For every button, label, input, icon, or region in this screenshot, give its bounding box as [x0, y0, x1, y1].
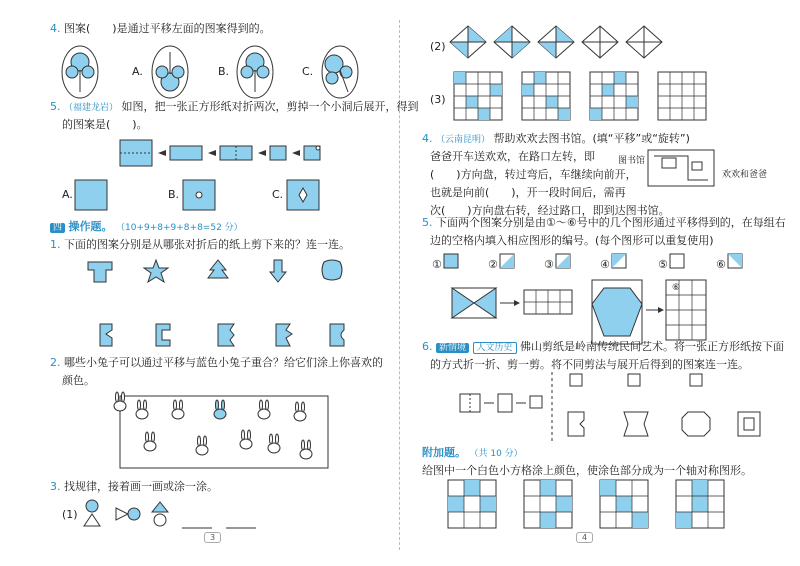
q6-right [422, 340, 784, 355]
question-text: 帮助欢欢去图书馆。(填“平移”或“旋转”) [493, 132, 690, 145]
paper-cut-figure [460, 372, 760, 442]
extra-question-header [422, 446, 523, 461]
extra-grid-1[interactable] [448, 480, 496, 528]
option-b-label: B. [218, 65, 230, 78]
question-text-2: 颜色。 [62, 374, 95, 387]
option-b-label: B. [168, 188, 180, 201]
road-map-figure [648, 150, 718, 190]
option-c-label: C. [302, 65, 314, 78]
flower-c [322, 46, 358, 98]
question-text: 图案( )是通过平移左面的图案得到的。 [64, 22, 271, 35]
shape-label-4: ④ [600, 258, 610, 271]
shape-label-1: ① [432, 258, 442, 271]
pattern-2-figure [450, 26, 780, 62]
extra-title: 附加题。 [422, 446, 466, 459]
extra-score: （共 10 分） [469, 449, 523, 459]
extra-grid-4[interactable] [676, 480, 724, 528]
section-4-header [50, 220, 243, 235]
q-number: 3. [50, 480, 61, 493]
context-tag: 新情境 [436, 343, 469, 353]
diamond-1 [450, 26, 486, 58]
q2-left [50, 356, 383, 370]
question-text: 下面的图案分别是从哪张对折后的纸上剪下来的？连一连。 [64, 238, 350, 251]
page-number: 3 [204, 532, 221, 543]
extra-question-text: 给图中一个白色小方格涂上颜色，使涂色部分成为一个轴对称图形。 [422, 464, 752, 477]
question-text: 哪些小兔子可以通过平移与蓝色小兔子重合？给它们涂上你喜欢的 [64, 356, 383, 369]
option-c-label: C. [272, 188, 284, 201]
q-number: 1. [50, 238, 61, 251]
rabbit-icon [114, 392, 126, 411]
q-number: 4. [50, 22, 61, 35]
pattern-3-figure [454, 72, 784, 124]
question-text-2: 的图案是( )。 [62, 118, 148, 131]
q-number: 2. [50, 356, 61, 369]
extra-grids-figure [448, 480, 778, 530]
flower-a [152, 46, 188, 98]
diamond-5 [626, 26, 662, 58]
question-text: 佛山剪纸是岭南传统民间艺术。将一张正方形纸按下面 [520, 340, 785, 353]
sub-question-label: (1) [62, 508, 78, 521]
right-page [400, 0, 800, 566]
extra-grid-2[interactable] [524, 480, 572, 528]
rabbits-box [120, 396, 330, 470]
section-title: 操作题。 [68, 220, 113, 233]
extra-grid-3[interactable] [600, 480, 648, 528]
fold-steps-figure [120, 140, 330, 168]
question-text: 下面两个图案分别是由①～⑥号中的几个图形通过平移得到的，在每组右 [436, 216, 786, 229]
pattern-1-figure [84, 500, 284, 530]
diamond-3 [538, 26, 574, 58]
section-badge: 四 [50, 223, 65, 233]
shape-label-6: ⑥ [716, 258, 726, 271]
q5-left [50, 100, 419, 115]
source-tag: （云南昆明） [436, 135, 491, 145]
question-text: 找规律，接着画一画或涂一涂。 [64, 480, 218, 493]
filled-answer: ⑥ [672, 283, 681, 293]
history-tag: 人文历史 [473, 342, 517, 354]
q5-right [422, 216, 786, 230]
section-score: （10+9+8+9+8+8=52 分） [116, 223, 243, 233]
flower-original [62, 46, 98, 98]
option-a-label: A. [132, 65, 143, 78]
question-text: 如图，把一张正方形纸对折两次，剪掉一个小洞后展开，得到 [121, 100, 419, 113]
question-text-2: 的方式折一折、剪一剪。将不同剪法与展开后得到的图案连一连。 [430, 358, 749, 371]
folded-papers-row [100, 324, 360, 348]
option-a-label: A. [62, 188, 73, 201]
q1-left [50, 238, 350, 252]
q-number: 5. [422, 216, 433, 229]
q-number: 6. [422, 340, 433, 353]
source-tag: （福建龙岩） [64, 103, 119, 113]
q4-left [50, 22, 271, 36]
page-number: 4 [576, 532, 593, 543]
diamond-2 [494, 26, 530, 58]
q-number: 5. [50, 100, 61, 113]
q4-line-1: 爸爸开车送欢欢，在路口左转，即 [430, 150, 595, 163]
q4-line-2: ( )方向盘，转过弯后，车继续向前开， [430, 168, 637, 181]
cut-shapes-row [88, 258, 358, 284]
q4-right [422, 132, 690, 147]
q5-options-figure [75, 180, 375, 212]
sub-question-label: (2) [430, 40, 446, 53]
sub-question-label: (3) [430, 93, 446, 106]
shape-label-5: ⑤ [658, 258, 668, 271]
q-number: 4. [422, 132, 433, 145]
flower-b [237, 46, 273, 98]
people-label: 欢欢和爸爸 [722, 170, 768, 180]
diamond-4 [582, 26, 618, 58]
q3-left [50, 480, 218, 494]
shape-label-3: ③ [544, 258, 554, 271]
q4-line-3: 也就是向前( )，开一段时间后，需再 [430, 186, 626, 199]
shape-label-2: ② [488, 258, 498, 271]
question-text-2: 边的空格内填入相应图形的编号。(每个图形可以重复使用) [430, 234, 714, 247]
library-label: 图书馆 [618, 156, 646, 166]
q4-line-4: 次( )方向盘右转，经过路口，即到达图书馆。 [430, 204, 670, 217]
numbered-shapes-row [444, 254, 744, 274]
